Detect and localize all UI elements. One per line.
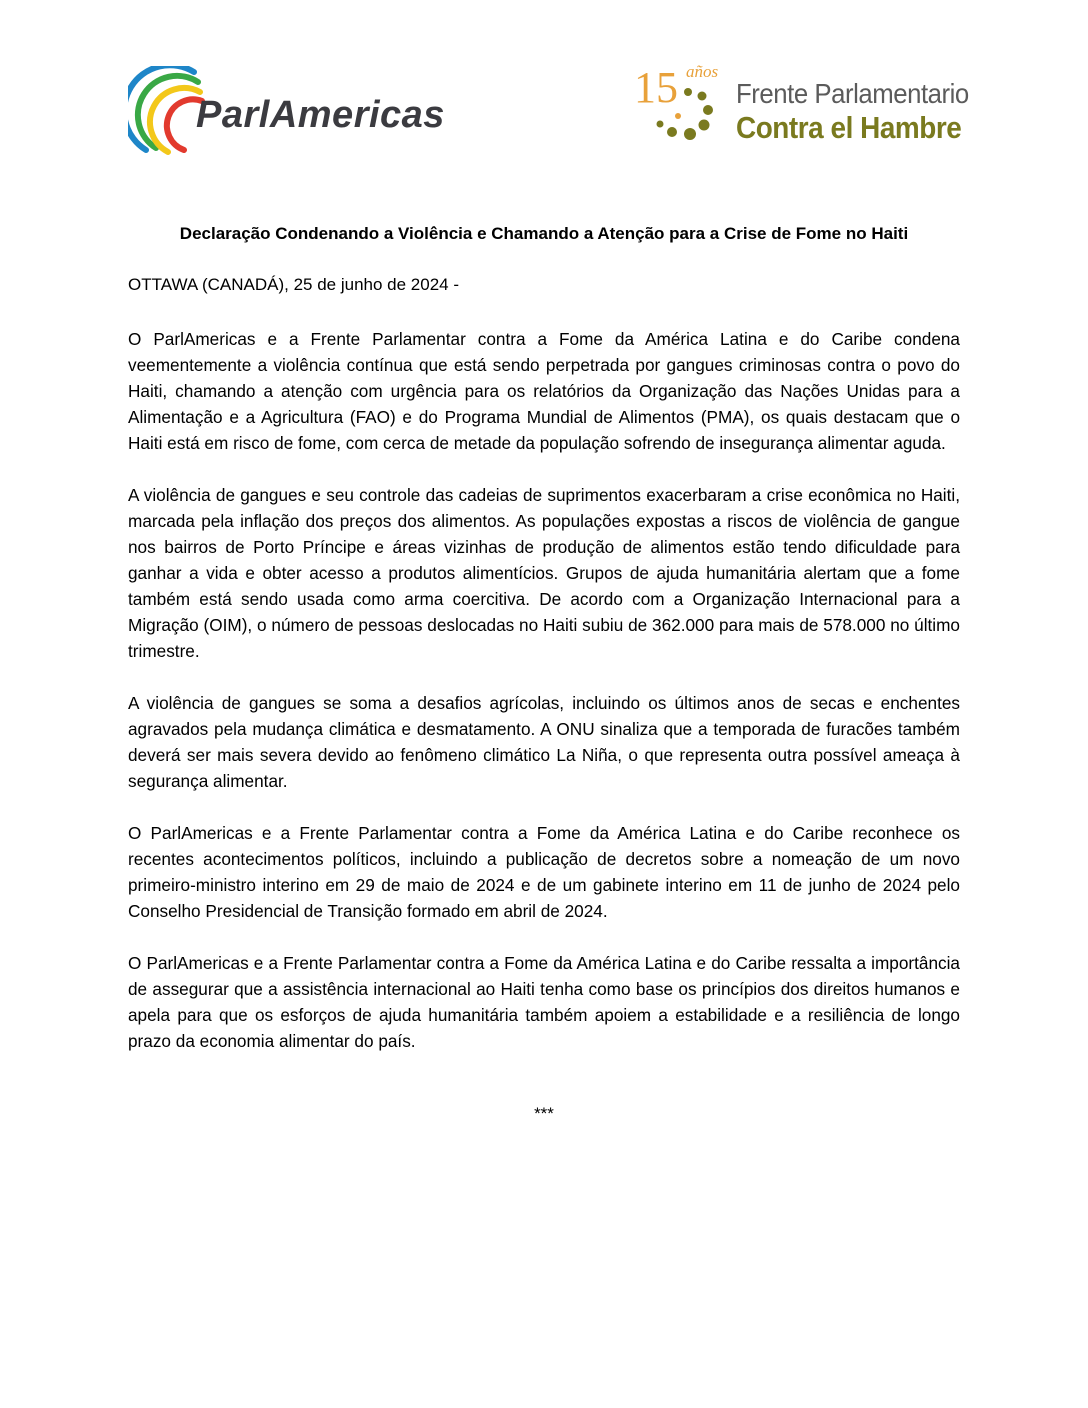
anniversary-word: años [686,62,719,81]
body-paragraph: O ParlAmericas e a Frente Parlamentar contra a Fome da América Latina e do Caribe condena veementemente a violência contínua que está sendo perpetrada por gangues criminosas contra o povo do Haiti, chamando a atenção com urgência para os relatórios da Organização das Nações Unidas para a Alimentação e a Agricultura (FAO) e do Programa Mundial de Alimentos (PMA), os quais destacam que o Haiti está em risco de fome, com cerca de metade da população sofrendo de insegurança alimentar aguda. [128,329,960,453]
body-paragraph: O ParlAmericas e a Frente Parlamentar contra a Fome da América Latina e do Caribe reconhece os recentes acontecimentos políticos, incluindo a publicação de decretos sobre a nomeação de um novo primeiro-ministro interino em 29 de maio de 2024 e de um gabinete interino em 11 de junho de 2024 pelo Conselho Presidencial de Transição formado em abril de 2024. [128,823,960,921]
dateline: OTTAWA (CANADÁ), 25 de junho de 2024 - [128,275,460,294]
frente-line1: Frente Parlamentario [736,78,969,109]
body-paragraph: A violência de gangues se soma a desafios agrícolas, incluindo os últimos anos de secas e enchentes agravados pela mudança climática e desmatamento. A ONU sinaliza que a temporada de furacões também deverá ser mais severa devido ao fenômeno climático La Niña, o que representa outra possível ameaça à segurança alimentar. [128,693,960,791]
document-body [128,326,960,1080]
parlamericas-logo [128,66,468,162]
document-title: Declaração Condenando a Violência e Chamando a Atenção para a Crise de Fome no Haiti [179,224,909,243]
anniversary-number: 15 [634,63,678,112]
body-paragraph: O ParlAmericas e a Frente Parlamentar contra a Fome da América Latina e do Caribe ressalta a importância de assegurar que a assistência internacional ao Haiti tenha como base os princípios dos direitos humanos e apela para que os esforços de ajuda humanitária também apoiem a estabilidade e a resiliência de longo prazo da economia alimentar do país. [128,953,960,1051]
frente-line2: Contra el Hambre [736,110,962,145]
body-paragraph: A violência de gangues e seu controle das cadeias de suprimentos exacerbaram a crise econômica no Haiti, marcada pela inflação dos preços dos alimentos. As populações expostas a riscos de violência de gangue nos bairros de Porto Príncipe e áreas vizinhas de produção de alimentos estão tendo dificuldade para ganhar a vida e obter acesso a produtos alimentícios. Grupos de ajuda humanitária alertam que a fome também está sendo usada como arma coercitiva. De acordo com a Organização Internacional para a Migração (OIM), o número de pessoas deslocadas no Haiti subiu de 362.000 para mais de 578.000 no último trimestre. [128,485,960,661]
parlamericas-wordmark: ParlAmericas [196,94,445,136]
dots-swirl-icon [648,82,720,142]
frente-parlamentario-logo [634,60,974,156]
end-mark: *** [534,1104,554,1123]
